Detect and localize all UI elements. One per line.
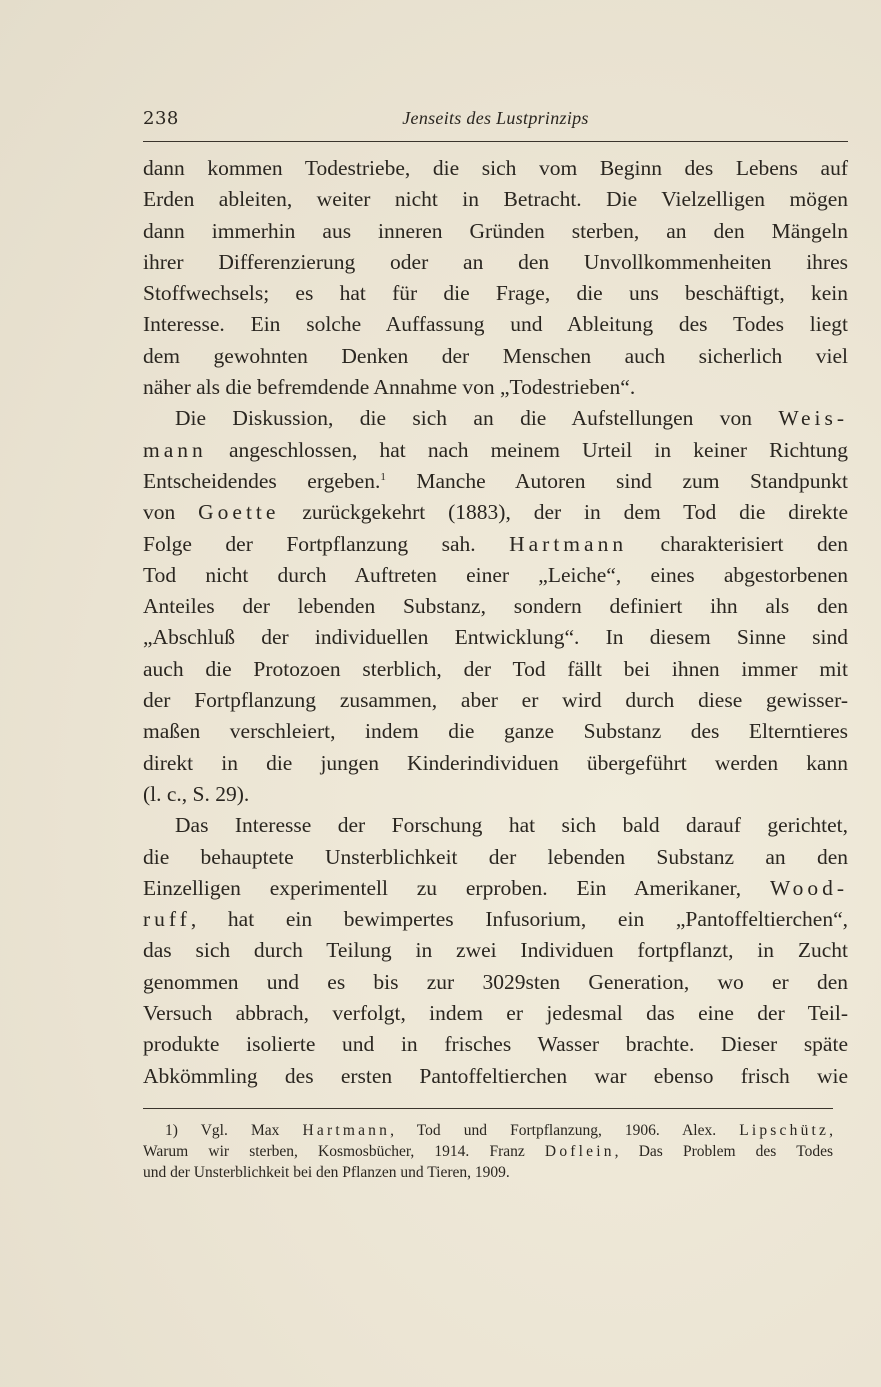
text-run: Entscheidendes ergeben. [143,468,381,493]
text-run: Einzelligen experimentell zu erproben. Ein Amerikaner, [143,875,771,900]
text-run: 1) Vgl. Max [165,1122,303,1139]
text-line [143,153,848,184]
author-name: Wood- [770,875,848,900]
text-run: Interesse. Ein solche Auffassung und Ableitung des Todes liegt [143,312,848,337]
text-run: Folge der Fortpflanzung sah. [143,531,510,556]
text-run: direkt in die jungen Kinderindividuen übergeführt werden kann [143,750,848,775]
text-line [143,591,848,622]
text-run: Anteiles der lebenden Substanz, sondern definiert ihn als den [143,594,848,619]
page-number: 238 [143,108,179,129]
text-line [143,685,848,716]
text-line [143,842,848,873]
text-line [143,529,848,560]
text-run: , Tod und Fortpflanzung, 1906. Alex. [390,1122,740,1139]
text-run: von [143,500,199,525]
footnotes [143,1120,833,1183]
text-line [143,466,848,497]
text-line [143,873,848,904]
text-run: „Abschluß der individuellen Entwicklung“. In diesem Sinne sind [143,625,848,650]
footnote-line [143,1162,833,1183]
text-run: dann kommen Todestriebe, die sich vom Beginn des Lebens auf [143,156,848,180]
text-line [143,560,848,591]
footnote-line [143,1120,833,1141]
text-run: Abkömmling des ersten Pantoffeltierchen war ebenso frisch wie [143,1063,848,1088]
author-name: Hartmann [509,531,628,556]
text-run: Tod nicht durch Auftreten einer „Leiche“, eines abgestorbenen [143,562,848,587]
text-line [143,403,848,434]
text-line [143,716,848,747]
text-run: , hat ein bewimpertes Infusorium, ein „Pantoffeltierchen“, [190,907,848,932]
author-name: Lipschütz [739,1122,830,1139]
text-line [143,341,848,372]
author-name: Goette [198,500,280,525]
text-line [143,247,848,278]
text-run: die behauptete Unsterblichkeit der lebenden Substanz an den [143,844,848,869]
author-name: mann [143,437,207,462]
running-header [143,108,848,132]
text-run: dann immerhin aus inneren Gründen sterben, an den Mängeln [143,218,848,243]
text-line [143,435,848,466]
text-run: angeschlossen, hat nach meinem Urteil in keiner Richtung [206,437,848,462]
author-name: Weis- [778,406,848,431]
text-run: Manche Autoren sind zum Standpunkt [385,468,848,493]
text-run: der Fortpflanzung zusammen, aber er wird durch diese gewisser- [143,688,848,713]
text-line [143,216,848,247]
footnote-rule [143,1108,833,1109]
text-run: Stoffwechsels; es hat für die Frage, die uns beschäftigt, kein [143,281,848,306]
text-line [143,1061,848,1092]
text-run: dem gewohnten Denken der Menschen auch sicherlich viel [143,343,848,368]
text-run: das sich durch Teilung in zwei Individuen fortpflanzt, in Zucht [143,938,848,963]
text-run: näher als die befremdende Annahme von „Todestrieben“. [143,375,636,400]
text-line [143,748,848,779]
text-run: (l. c., S. 29). [143,781,250,806]
text-line [143,1029,848,1060]
text-line [143,935,848,966]
header-rule [143,141,848,142]
text-run: und der Unsterblichkeit bei den Pflanzen und Tieren, 1909. [143,1164,510,1181]
text-run: Warum wir sterben, Kosmosbücher, 1914. Franz [143,1143,545,1160]
footnote-marker: 1 [380,470,386,483]
text-run: Das Interesse der Forschung hat sich bald darauf gerichtet, [175,813,848,838]
text-run: zurückgekehrt (1883), der in dem Tod die direkte [279,500,848,525]
text-line [143,497,848,528]
text-run: , [829,1122,833,1139]
text-run: Erden ableiten, weiter nicht in Betracht. Die Vielzelligen mögen [143,187,848,212]
text-line [143,622,848,653]
text-run: Versuch abbrach, verfolgt, indem er jedesmal das eine der Teil- [143,1001,848,1026]
author-name: Hartmann [302,1122,391,1139]
text-line [143,904,848,935]
body-text [143,153,848,1092]
text-line [143,309,848,340]
author-name: ruff [143,907,191,932]
text-line [143,810,848,841]
text-run: genommen und es bis zur 3029sten Generation, wo er den [143,969,848,994]
text-run: maßen verschleiert, indem die ganze Substanz des Elterntieres [143,719,848,744]
text-line [143,779,848,810]
text-run: ihrer Differenzierung oder an den Unvollkommenheiten ihres [143,249,848,274]
footnote-line [143,1141,833,1162]
text-run: produkte isolierte und in frisches Wasser brachte. Dieser späte [143,1032,848,1057]
text-run: Die Diskussion, die sich an die Aufstellungen von [175,406,779,431]
text-run: auch die Protozoen sterblich, der Tod fällt bei ihnen immer mit [143,656,848,681]
running-title: Jenseits des Lustprinzips [402,108,589,128]
text-line [143,654,848,685]
text-run: , Das Problem des Todes [614,1143,834,1160]
text-line [143,372,848,403]
text-line [143,278,848,309]
author-name: Doflein [544,1143,615,1160]
text-line [143,184,848,215]
text-line [143,967,848,998]
text-line [143,998,848,1029]
text-run: charakterisiert den [627,531,848,556]
